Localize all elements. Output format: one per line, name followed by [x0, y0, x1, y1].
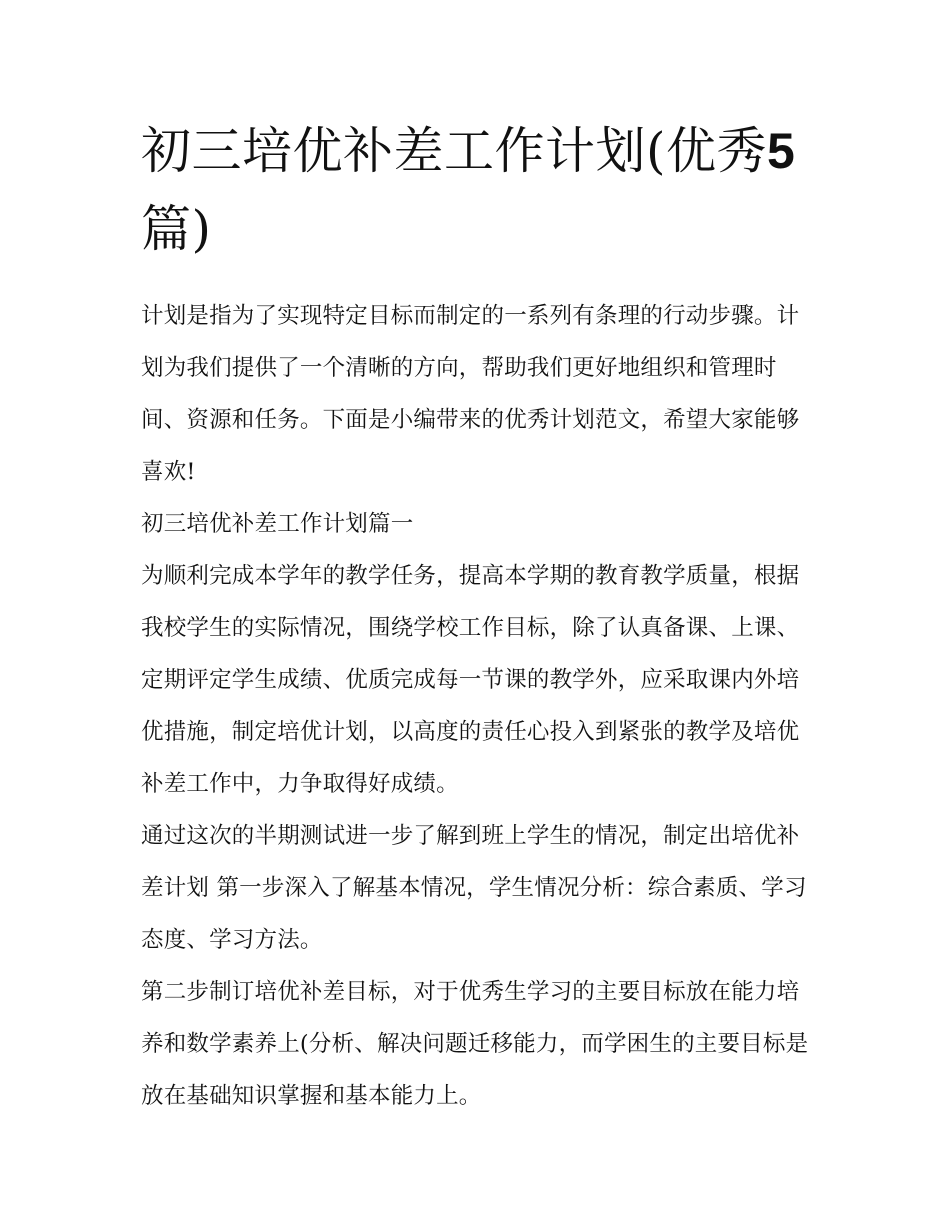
body-paragraph: 为顺利完成本学年的教学任务，提高本学期的教育教学质量，根据我校学生的实际情况，围绕学校工作目标，除了认真备课、上课、定期评定学生成绩、优质完成每一节课的教学外，应采取课内外培优措施，制定培优计划，以高度的责任心投入到紧张的教学及培优补差工作中，力争取得好成绩。	[141, 563, 800, 797]
intro-paragraph: 计划是指为了实现特定目标而制定的一系列有条理的行动步骤。计划为我们提供了一个清晰的方向，帮助我们更好地组织和管理时间、资源和任务。下面是小编带来的优秀计划范文，希望大家能够喜欢!	[141, 303, 800, 485]
body-paragraph: 第二步制订培优补差目标，对于优秀生学习的主要目标放在能力培养和数学素养上(分析、解决问题迁移能力，而学困生的主要目标是放在基础知识掌握和基本能力上。	[141, 979, 809, 1109]
document-title	[141, 112, 813, 268]
document-page	[141, 112, 813, 1122]
section-heading: 初三培优补差工作计划篇一	[141, 511, 414, 537]
title-text: 初三培优补差工作计划(优秀	[141, 122, 768, 180]
title-number: 5	[767, 123, 796, 179]
document-body	[141, 290, 813, 1122]
title-text-end: 篇)	[141, 200, 212, 258]
body-paragraph: 通过这次的半期测试进一步了解到班上学生的情况，制定出培优补差计划 第一步深入了解基本情况，学生情况分析：综合素质、学习态度、学习方法。	[141, 823, 807, 953]
